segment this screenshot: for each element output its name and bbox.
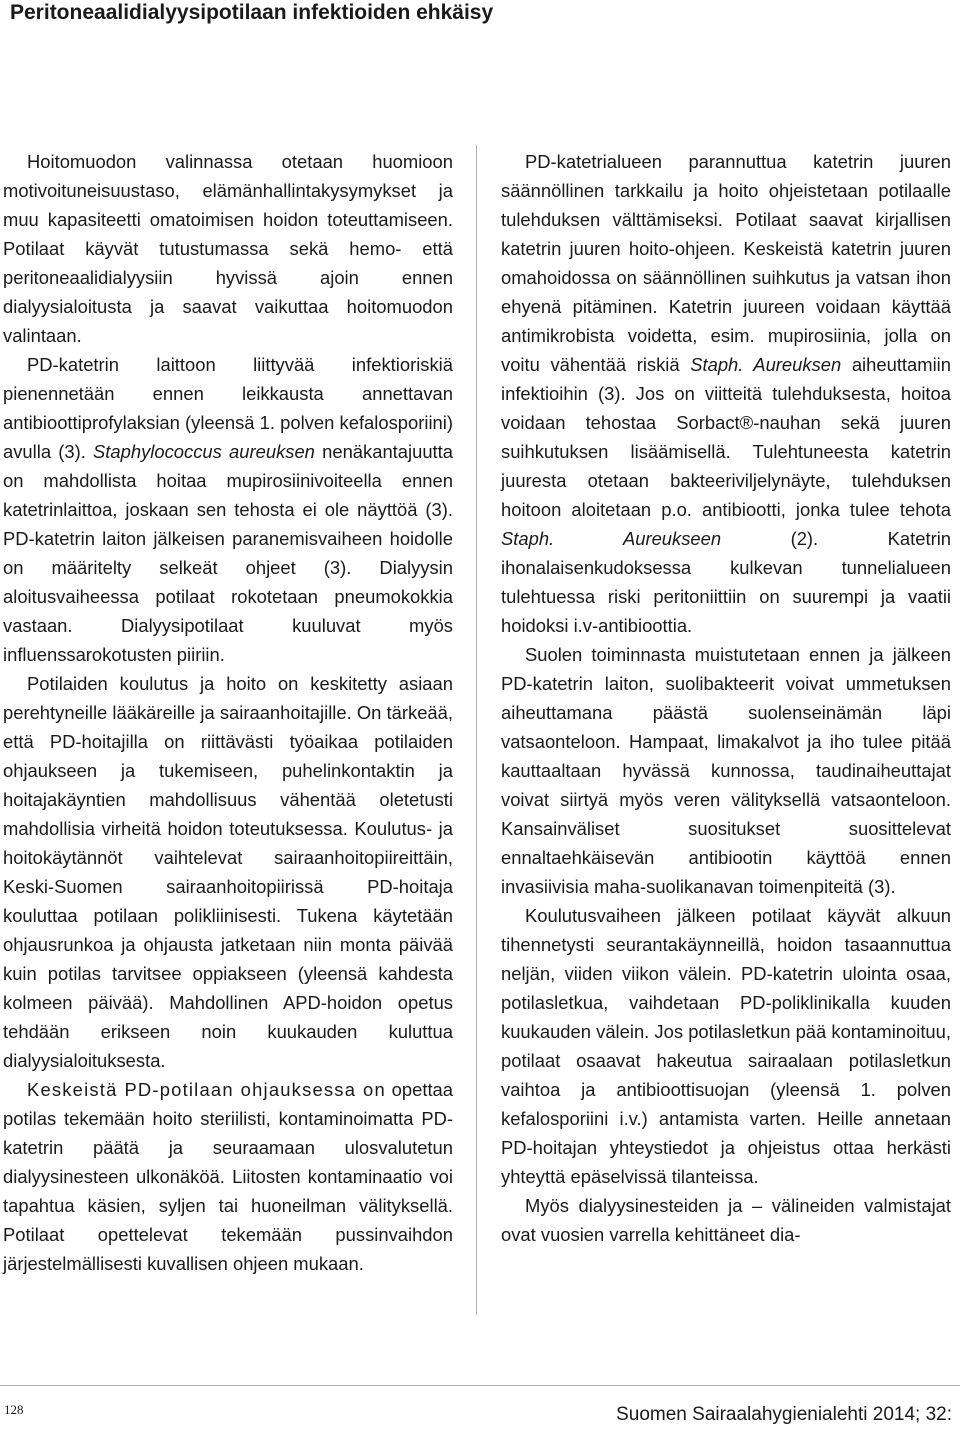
letterspaced-lead-in: Keskeistä PD-potilaan ohjauksessa on [27,1079,386,1100]
paragraph-bowel-function: Suolen toiminnasta muistutetaan ennen ja jälkeen PD-katetrin laiton, suolibakteerit voivat ummetuksen aiheuttamana päästä suolenseinämän läpi vatsaonteloon. Hampaat, limakalvot ja iho tulee pitää kauttaaltaan hyvässä kunnossa, taudinaiheuttajat voivat siirtyä myös veren välityksellä vatsaonteloon. Kansainväliset suositukset suosittelevat ennaltaehkäisevän antibiootin käyttöä ennen invasiivisia maha-suolikanavan toimenpiteitä (3). [501,644,951,897]
text-run: (2). Katetrin ihonalaisenkudoksessa kulkevan tunnelialueen tulehtuessa riski peritoniittiin on suurempi ja vaatii hoidoksi i.v-antibioottia. [501,528,952,636]
paragraph-treatment-choice: Hoitomuodon valinnassa otetaan huomioon motivoituneisuustaso, elämänhallintakysymykset ja muu kapasiteetti omatoimisen hoidon toteuttamiseen. Potilaat käyvät tutustumassa sekä hemo- että peritoneaalidialyysiin hyvissä ajoin ennen dialyysialoitusta ja saavat vaikuttaa hoitomuodon valintaan. [3,151,453,346]
paragraph-guidance-essentials [3,1075,453,1278]
text-run: opettaa potilas tekemään hoito steriilisti, kontaminoimatta PD-katetrin päätä ja seuraamaan ulosvalutetun dialyysinesteen ulkonäköä. Liitosten kontaminaatio voi tapahtua käsien, syljen tai huoneilman välityksellä. Potilaat opettelevat tekemään pussinvaihdon järjestelmällisesti kuvallisen ohjeen mukaan. [3,1079,454,1274]
left-text-column [3,147,453,1278]
journal-citation: Suomen Sairaalahygienialehti 2014; 32: [616,1404,952,1425]
text-run: PD-katetrin laittoon liittyvää infektioriskiä pienennetään ennen leikkausta annettavan antibioottiprofylaksian (yleensä 1. polven kefalosporiini) avulla (3). [3,354,453,462]
paragraph-manufacturers: Myös dialyysinesteiden ja – välineiden valmistajat ovat vuosien varrella kehittäneet dia- [501,1195,951,1245]
text-run: nenäkantajuutta on mahdollista hoitaa mupirosiinivoiteella ennen katetrinlaittoa, joskaan sen tehosta ei ole näyttöä (3). PD-katetrin laiton jälkeisen paranemisvaiheen hoidolle on määritelty selkeät ohjeet (3). Dialyysin aloitusvaiheessa potilaat rokotetaan pneumokokkia vastaan. Dialyysipotilaat kuuluvat myös influenssarokotusten piiriin. [3,441,454,665]
paragraph-patient-training: Potilaiden koulutus ja hoito on keskitetty asiaan perehtyneille lääkäreille ja sairaanhoitajille. On tärkeää, että PD-hoitajilla on riittävästi työaikaa potilaiden ohjaukseen ja tukemiseen, puhelinkontaktin ja hoitajakäyntien mahdollisuus vähentää oletetusti mahdollisia virheitä hoidon toteutuksessa. Koulutus- ja hoitokäytännöt vaihtelevat sairaanhoitopiireittäin, Keski-Suomen sairaanhoitopiirissä PD-hoitaja kouluttaa potilaan polikliinisesti. Tukena käytetään ohjausrunkoa ja ohjausta jatketaan niin monta päivää kuin potilas tarvitsee oppiakseen (yleensä kahdesta kolmeen päivää). Mahdollinen APD-hoidon opetus tehdään erikseen noin kuukauden kuluttua dialyysialoituksesta. [3,673,453,1071]
page-number: 128 [4,1402,24,1417]
paragraph-catheter-site-care [501,147,951,640]
right-text-column [501,147,951,1249]
text-run: PD-katetrialueen parannuttua katetrin juuren säännöllinen tarkkailu ja hoito ohjeistetaan potilaalle tulehduksen välttämiseksi. Potilaat saavat kirjallisen katetrin juuren hoito-ohjeen. Keskeistä katetrin juuren omahoidossa on säännöllinen suihkutus ja vatsan ihon ehyenä pitäminen. Katetrin juureen voidaan käyttää antimikrobista voidetta, esim. mupirosiinia, jolla on voitu vähentää riskiä [501,151,951,375]
text-run: aiheuttamiin infektioihin (3). Jos on viitteitä tulehduksesta, hoitoa voidaan tehostaa Sorbact®-nauhan sekä juuren suihkutuksen lisäämisellä. Tulehtuneesta katetrin juuresta otetaan bakteeriviljelynäyte, tulehduksen hoitoon aloitetaan p.o. antibiootti, jonka tulee tehota [501,354,951,520]
footer-rule [0,1385,960,1386]
column-divider [476,145,477,1315]
paragraph-catheter-infection-risk [3,350,453,669]
article-header-title: Peritoneaalidialyysipotilaan infektioiden ehkäisy [10,1,494,24]
paragraph-follow-up-visits: Koulutusvaiheen jälkeen potilaat käyvät alkuun tihennetysti seurantakäynneillä, hoidon tasaannuttua neljän, viiden viikon välein. PD-katetrin ulointa osaa, potilasletkua, vaihdetaan PD-poliklinikalla kuuden kuukauden välein. Jos potilasletkun pää kontaminoituu, potilaat osaavat hakeutua sairaalaan potilasletkun vaihtoa ja antibioottisuojan (yleensä 1. polven kefalosporiini i.v.) antamista varten. Heille annetaan PD-hoitajan yhteystiedot ja ohjeistus ottaa herkästi yhteyttä epäselvissä tilanteissa. [501,905,951,1187]
italic-organism-name: Staph. Aureukseen [501,528,722,549]
italic-organism-name: Staph. Aureuksen [690,354,842,375]
italic-organism-name: Staphylococcus aureuksen [93,441,315,462]
